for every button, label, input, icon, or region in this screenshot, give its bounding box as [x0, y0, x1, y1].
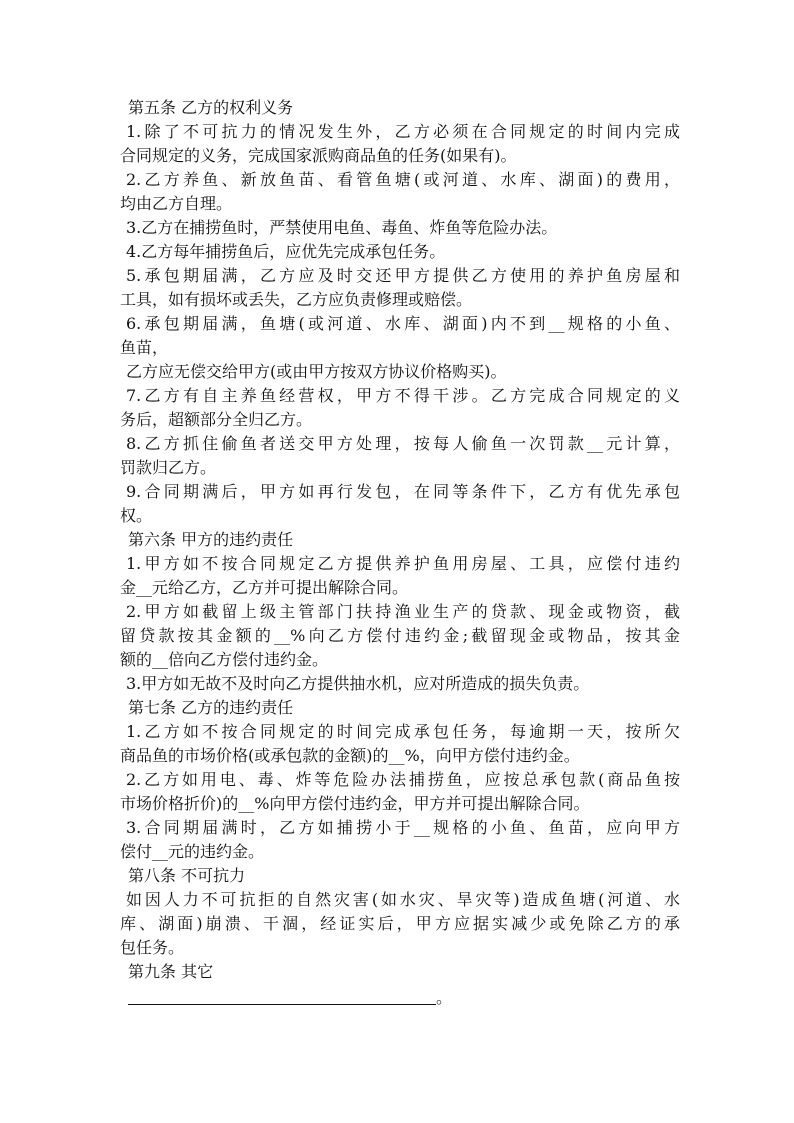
clause-line: 2.乙方养鱼、新放鱼苗、看管鱼塘(或河道、水库、湖面)的费用， [126, 170, 680, 189]
clause-line: 乙方应无偿交给甲方(或由甲方按双方协议价格购买)。 [126, 362, 507, 381]
underline-blank [128, 986, 436, 1005]
clause-line: 务后，超额部分全归乙方。 [120, 410, 313, 429]
clause-line: 商品鱼的市场价格(或承包款的金额)的__%，向甲方偿付违约金。 [120, 746, 580, 765]
clause-line: 包任务。 [120, 938, 185, 957]
clause-line: 如因人力不可抗拒的自然灾害(如水灾、旱灾等)造成鱼塘(河道、水 [126, 890, 680, 909]
clause-line: 6.承包期届满，鱼塘(或河道、水库、湖面)内不到__规格的小鱼、 [126, 314, 680, 333]
clause-line: 偿付__元的违约金。 [120, 842, 265, 861]
clause-line: 罚款归乙方。 [120, 458, 217, 477]
section-heading-7: 第七条 乙方的违约责任 [128, 698, 294, 717]
section-heading-5: 第五条 乙方的权利义务 [128, 98, 294, 117]
contract-page [120, 96, 680, 1010]
section-heading-8: 第八条 不可抗力 [128, 866, 246, 885]
clause-line: 1.甲方如不按合同规定乙方提供养护鱼用房屋、工具，应偿付违约 [126, 554, 680, 573]
clause-line: 7.乙方有自主养鱼经营权，甲方不得干涉。乙方完成合同规定的义 [126, 386, 680, 405]
clause-line: 4.乙方每年捕捞鱼后，应优先完成承包任务。 [126, 242, 446, 261]
section-heading-6: 第六条 甲方的违约责任 [128, 530, 294, 549]
clause-line: 均由乙方自理。 [120, 194, 233, 213]
clause-line: 1.除了不可抗力的情况发生外，乙方必须在合同规定的时间内完成 [126, 122, 680, 141]
clause-line: 8.乙方抓住偷鱼者送交甲方处理，按每人偷鱼一次罚款__元计算， [126, 434, 680, 453]
clause-line: 额的__倍向乙方偿付违约金。 [120, 650, 329, 669]
clause-line: 3.乙方在捕捞鱼时，严禁使用电鱼、毒鱼、炸鱼等危险办法。 [126, 218, 558, 237]
clause-line: 库、湖面)崩溃、干涸，经证实后，甲方应据实减少或免除乙方的承 [120, 914, 680, 933]
clause-line: 合同规定的义务，完成国家派购商品鱼的任务(如果有)。 [120, 146, 517, 165]
clause-line: 权。 [120, 506, 153, 525]
clause-line: 9.合同期满后，甲方如再行发包，在同等条件下，乙方有优先承包 [126, 482, 680, 501]
clause-line: 留贷款按其金额的__%向乙方偿付违约金;截留现金或物品，按其金 [120, 626, 680, 645]
sentence-end: 。 [436, 988, 453, 1007]
clause-line: 1.乙方如不按合同规定的时间完成承包任务，每逾期一天，按所欠 [126, 722, 680, 741]
clause-line: 2.乙方如用电、毒、炸等危险办法捕捞鱼，应按总承包款(商品鱼按 [126, 770, 680, 789]
clause-line: 3.合同期届满时，乙方如捕捞小于__规格的小鱼、鱼苗，应向甲方 [126, 818, 680, 837]
blank-fill-line [120, 986, 680, 1010]
clause-line: 市场价格折价)的__%向甲方偿付违约金，甲方并可提出解除合同。 [120, 794, 590, 813]
clause-line: 金__元给乙方，乙方并可提出解除合同。 [120, 578, 409, 597]
section-heading-9: 第九条 其它 [128, 962, 214, 981]
clause-line: 3.甲方如无故不及时向乙方提供抽水机，应对所造成的损失负责。 [126, 674, 590, 693]
clause-line: 5.承包期届满，乙方应及时交还甲方提供乙方使用的养护鱼房屋和 [126, 266, 680, 285]
clause-line: 工具，如有损坏或丢失，乙方应负责修理或赔偿。 [120, 290, 473, 309]
clause-line: 2.甲方如截留上级主管部门扶持渔业生产的贷款、现金或物资，截 [126, 602, 680, 621]
clause-line: 鱼苗， [120, 338, 169, 357]
